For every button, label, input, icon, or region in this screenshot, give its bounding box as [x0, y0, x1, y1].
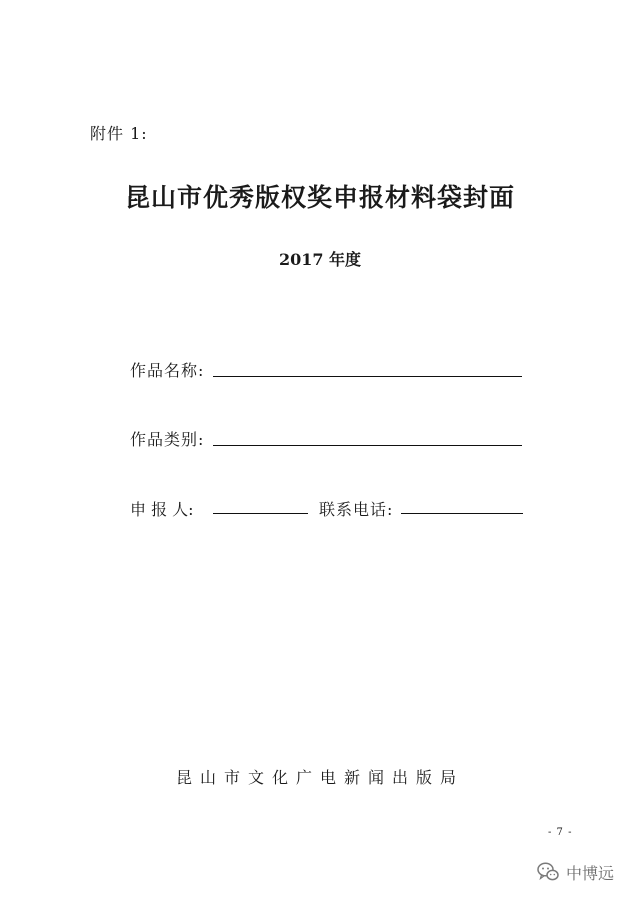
- document-title: 昆山市优秀版权奖申报材料袋封面: [124, 183, 515, 212]
- applicant-blank[interactable]: [213, 513, 308, 514]
- applicant-label: 申 报 人:: [130, 500, 194, 519]
- work-category-label: 作品类别:: [130, 430, 205, 449]
- work-name-blank[interactable]: [213, 376, 522, 377]
- watermark-text: 中博远: [566, 863, 615, 883]
- work-name-label: 作品名称:: [130, 361, 205, 380]
- publisher-name: 昆山市文化广电新闻出版局: [175, 768, 464, 787]
- wechat-icon: [536, 860, 560, 884]
- page-number: - 7 -: [548, 827, 573, 838]
- watermark: [536, 860, 614, 884]
- phone-label: 联系电话:: [319, 500, 394, 519]
- phone-blank[interactable]: [401, 513, 523, 514]
- attachment-label: 附件 1:: [90, 124, 148, 143]
- document-year: 2017 年度: [278, 250, 362, 269]
- work-category-blank[interactable]: [213, 445, 522, 446]
